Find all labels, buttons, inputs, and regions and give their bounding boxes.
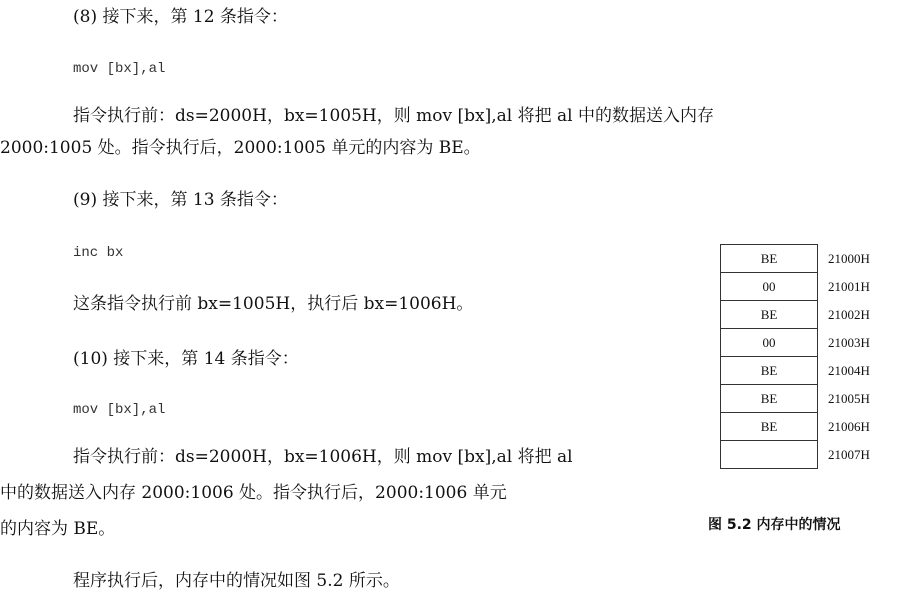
step8-code: mov [bx],al <box>73 61 166 77</box>
memory-cell-address: 21004H <box>828 362 870 378</box>
figure-caption: 图 5.2 内存中的情况 <box>708 517 841 533</box>
memory-cell-value: BE <box>720 244 818 272</box>
step10-desc-line1: 指令执行前：ds=2000H，bx=1006H，则 mov [bx],al 将把 al <box>73 447 573 467</box>
memory-cell-address: 21005H <box>828 390 870 406</box>
memory-figure <box>720 244 919 469</box>
step10-desc-line3: 的内容为 BE。 <box>0 519 116 539</box>
step8-desc-line2: 2000:1005 处。指令执行后，2000:1005 单元的内容为 BE。 <box>0 138 481 158</box>
step9-code: inc bx <box>73 245 124 261</box>
memory-row <box>720 384 919 412</box>
memory-cell-value <box>720 440 818 469</box>
step8-heading: (8) 接下来，第 12 条指令： <box>73 7 288 27</box>
memory-row <box>720 328 919 356</box>
memory-row <box>720 356 919 384</box>
memory-cell-value: BE <box>720 412 818 440</box>
memory-row <box>720 244 919 272</box>
memory-row <box>720 300 919 328</box>
step8-desc-line1: 指令执行前：ds=2000H，bx=1005H，则 mov [bx],al 将把 al 中的数据送入内存 <box>73 106 715 126</box>
memory-cell-address: 21001H <box>828 278 870 294</box>
memory-row <box>720 272 919 300</box>
memory-cell-address: 21002H <box>828 306 870 322</box>
step10-code: mov [bx],al <box>73 402 166 418</box>
step10-heading: (10) 接下来，第 14 条指令： <box>73 349 299 369</box>
memory-cell-value: BE <box>720 356 818 384</box>
step10-desc-line2: 中的数据送入内存 2000:1006 处。指令执行后，2000:1006 单元 <box>0 483 507 503</box>
memory-cell-address: 21006H <box>828 418 870 434</box>
memory-cell-value: 00 <box>720 272 818 300</box>
step9-desc: 这条指令执行前 bx=1005H，执行后 bx=1006H。 <box>73 294 474 314</box>
memory-cell-address: 21003H <box>828 334 870 350</box>
memory-cell-address: 21007H <box>828 447 870 462</box>
memory-cell-value: BE <box>720 384 818 412</box>
memory-table <box>720 244 919 469</box>
summary-text: 程序执行后，内存中的情况如图 5.2 所示。 <box>73 571 400 591</box>
memory-row <box>720 440 919 469</box>
memory-row <box>720 412 919 440</box>
step9-heading: (9) 接下来，第 13 条指令： <box>73 190 288 210</box>
memory-cell-value: 00 <box>720 328 818 356</box>
memory-cell-address: 21000H <box>828 250 870 266</box>
memory-cell-value: BE <box>720 300 818 328</box>
